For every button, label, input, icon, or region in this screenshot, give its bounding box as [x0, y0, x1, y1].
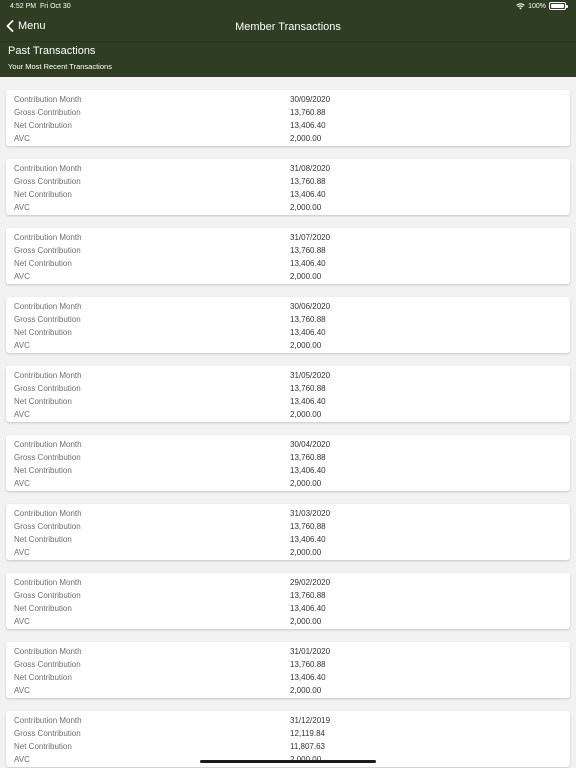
field-value: 13,760.88 — [290, 384, 326, 393]
field-label: Gross Contribution — [14, 660, 81, 669]
transaction-row — [14, 162, 564, 175]
status-bar — [0, 0, 576, 14]
transaction-row — [14, 645, 564, 658]
transaction-row — [14, 244, 564, 257]
nav-divider — [0, 41, 576, 42]
field-value: 13,760.88 — [290, 453, 326, 462]
transaction-row — [14, 313, 564, 326]
field-label: AVC — [14, 755, 30, 764]
transaction-row — [14, 188, 564, 201]
field-value: 31/07/2020 — [290, 233, 331, 242]
transaction-row — [14, 339, 564, 352]
transaction-row — [14, 464, 564, 477]
field-label: Gross Contribution — [14, 591, 81, 600]
transaction-row — [14, 257, 564, 270]
field-label: Contribution Month — [14, 95, 82, 104]
field-value: 31/03/2020 — [290, 509, 331, 518]
transaction-row — [14, 576, 564, 589]
transaction-row — [14, 546, 564, 559]
transaction-card[interactable] — [6, 366, 570, 422]
field-label: Net Contribution — [14, 466, 72, 475]
status-time — [10, 3, 71, 10]
field-value: 11,807.63 — [290, 742, 325, 751]
transaction-row — [14, 438, 564, 451]
field-value: 13,406.40 — [290, 604, 326, 613]
field-label: Contribution Month — [14, 716, 82, 725]
field-value: 2,000.00 — [290, 617, 322, 626]
field-label: Contribution Month — [14, 647, 82, 656]
field-value: 13,406.40 — [290, 259, 326, 268]
transaction-row — [14, 382, 564, 395]
field-label: Gross Contribution — [14, 522, 81, 531]
field-label: AVC — [14, 410, 30, 419]
transaction-row — [14, 132, 564, 145]
field-value: 2,000.00 — [290, 410, 322, 419]
field-label: Net Contribution — [14, 259, 72, 268]
field-value: 13,760.88 — [290, 522, 326, 531]
field-value: 13,760.88 — [290, 246, 326, 255]
transaction-row — [14, 270, 564, 283]
field-label: AVC — [14, 134, 30, 143]
transaction-row — [14, 727, 564, 740]
field-label: Net Contribution — [14, 604, 72, 613]
field-label: Contribution Month — [14, 233, 82, 242]
field-label: Contribution Month — [14, 509, 82, 518]
field-label: Gross Contribution — [14, 246, 81, 255]
back-label: Menu — [18, 20, 46, 32]
field-value: 29/02/2020 — [290, 578, 331, 587]
transaction-row — [14, 175, 564, 188]
field-value: 13,406.40 — [290, 190, 326, 199]
field-value: 13,760.88 — [290, 591, 326, 600]
status-indicators — [516, 2, 566, 10]
transaction-row — [14, 395, 564, 408]
field-label: Gross Contribution — [14, 315, 81, 324]
transaction-row — [14, 602, 564, 615]
transaction-row — [14, 106, 564, 119]
field-label: AVC — [14, 203, 30, 212]
field-label: Net Contribution — [14, 190, 72, 199]
transaction-row — [14, 684, 564, 697]
field-label: AVC — [14, 479, 30, 488]
field-label: Contribution Month — [14, 371, 82, 380]
transaction-row — [14, 231, 564, 244]
field-value: 31/12/2019 — [290, 716, 331, 725]
field-label: Contribution Month — [14, 302, 82, 311]
transaction-card[interactable] — [6, 228, 570, 284]
field-value: 13,406.40 — [290, 397, 326, 406]
field-label: Contribution Month — [14, 164, 82, 173]
transaction-card[interactable] — [6, 90, 570, 146]
field-value: 30/09/2020 — [290, 95, 331, 104]
battery-icon — [549, 2, 566, 10]
field-label: Net Contribution — [14, 742, 72, 751]
home-indicator[interactable] — [200, 760, 376, 763]
transaction-card[interactable] — [6, 711, 570, 767]
section-title: Past Transactions — [8, 45, 96, 57]
field-label: AVC — [14, 341, 30, 350]
field-label: AVC — [14, 686, 30, 695]
transaction-row — [14, 477, 564, 490]
status-clock: 4:52 PM — [10, 3, 37, 10]
field-value: 13,406.40 — [290, 535, 326, 544]
field-value: 13,760.88 — [290, 177, 326, 186]
transaction-row — [14, 533, 564, 546]
field-value: 12,119.84 — [290, 729, 325, 738]
field-label: Contribution Month — [14, 578, 82, 587]
transaction-card[interactable] — [6, 642, 570, 698]
transaction-card[interactable] — [6, 504, 570, 560]
field-value: 13,760.88 — [290, 660, 326, 669]
transaction-row — [14, 201, 564, 214]
field-label: Gross Contribution — [14, 108, 81, 117]
transaction-row — [14, 740, 564, 753]
section-subtitle: Your Most Recent Transactions — [8, 62, 112, 71]
transaction-row — [14, 507, 564, 520]
field-label: Net Contribution — [14, 328, 72, 337]
field-label: Gross Contribution — [14, 177, 81, 186]
field-label: Contribution Month — [14, 440, 82, 449]
field-label: Gross Contribution — [14, 384, 81, 393]
field-label: AVC — [14, 548, 30, 557]
field-label: Gross Contribution — [14, 453, 81, 462]
field-value: 2,000.00 — [290, 686, 322, 695]
status-date: Fri Oct 30 — [39, 3, 71, 10]
field-value: 2,000.00 — [290, 134, 322, 143]
transaction-row — [14, 589, 564, 602]
transaction-row — [14, 451, 564, 464]
field-value: 31/08/2020 — [290, 164, 331, 173]
field-value: 2,000.00 — [290, 272, 322, 281]
transaction-row — [14, 671, 564, 684]
field-value: 30/06/2020 — [290, 302, 331, 311]
transaction-row — [14, 119, 564, 132]
transaction-row — [14, 369, 564, 382]
field-value: 31/05/2020 — [290, 371, 331, 380]
field-label: Net Contribution — [14, 121, 72, 130]
field-label: Net Contribution — [14, 535, 72, 544]
field-value: 2,000.00 — [290, 548, 322, 557]
field-label: Gross Contribution — [14, 729, 81, 738]
transaction-row — [14, 615, 564, 628]
field-value: 2,000.00 — [290, 479, 322, 488]
wifi-icon — [516, 3, 525, 10]
transaction-row — [14, 408, 564, 421]
transaction-row — [14, 714, 564, 727]
transaction-row — [14, 93, 564, 106]
field-value: 13,760.88 — [290, 108, 326, 117]
page-title: Member Transactions — [235, 21, 341, 33]
transaction-card[interactable] — [6, 159, 570, 215]
field-label: Net Contribution — [14, 397, 72, 406]
transaction-row — [14, 520, 564, 533]
transaction-card[interactable] — [6, 435, 570, 491]
field-label: Net Contribution — [14, 673, 72, 682]
field-value: 13,406.40 — [290, 121, 326, 130]
field-value: 30/04/2020 — [290, 440, 331, 449]
field-value: 13,406.40 — [290, 466, 326, 475]
field-value: 13,406.40 — [290, 673, 326, 682]
transaction-row — [14, 300, 564, 313]
field-value: 2,000.00 — [290, 203, 322, 212]
nav-bar — [0, 14, 576, 41]
transaction-row — [14, 658, 564, 671]
battery-percent: 100% — [528, 2, 546, 10]
transaction-card[interactable] — [6, 297, 570, 353]
field-value: 13,406.40 — [290, 328, 326, 337]
field-label: AVC — [14, 617, 30, 626]
transaction-card[interactable] — [6, 573, 570, 629]
field-value: 31/01/2020 — [290, 647, 331, 656]
field-value: 2,000.00 — [290, 341, 322, 350]
app-header — [0, 0, 576, 77]
field-value: 13,760.88 — [290, 315, 326, 324]
transaction-row — [14, 326, 564, 339]
field-label: AVC — [14, 272, 30, 281]
